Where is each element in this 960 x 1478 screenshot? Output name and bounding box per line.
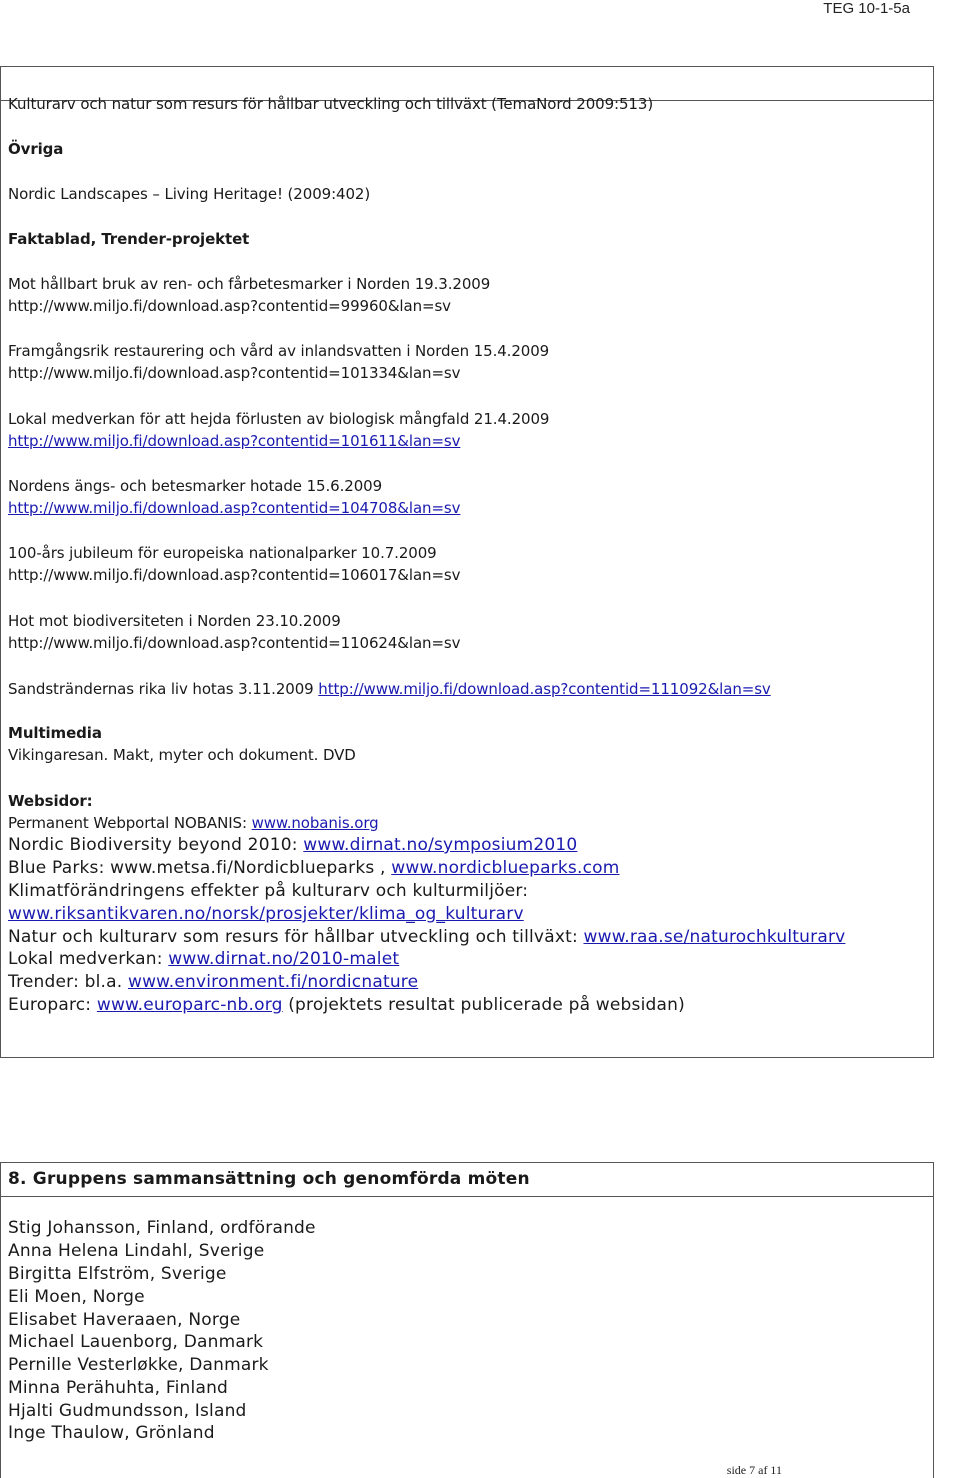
website-row xyxy=(8,995,685,1015)
member-item: Stig Johansson, Finland, ordförande xyxy=(8,1218,316,1238)
factsheet-link[interactable]: http://www.miljo.fi/download.asp?contentid=101611&lan=sv xyxy=(8,432,461,450)
group-heading: 8. Gruppens sammansättning och genomförda möten xyxy=(8,1169,530,1189)
member-item: Anna Helena Lindahl, Sverige xyxy=(8,1241,265,1261)
factsheet-title: Hot mot biodiversiteten i Norden 23.10.2009 xyxy=(8,612,341,630)
member-item: Pernille Vesterløkke, Danmark xyxy=(8,1355,269,1375)
factsheet-title: Lokal medverkan för att hejda förlusten av biologisk mångfald 21.4.2009 xyxy=(8,410,550,428)
member-item: Birgitta Elfström, Sverige xyxy=(8,1264,227,1284)
member-item: Hjalti Gudmundsson, Island xyxy=(8,1401,247,1421)
website-row xyxy=(8,813,379,833)
factsheet-title: 100-års jubileum för europeiska nationalparker 10.7.2009 xyxy=(8,544,437,562)
factsheet-url: http://www.miljo.fi/download.asp?contentid=101334&lan=sv xyxy=(8,364,461,382)
websidor-heading: Websidor: xyxy=(8,792,93,810)
website-link[interactable]: www.riksantikvaren.no/norsk/prosjekter/klima_og_kulturarv xyxy=(8,904,524,924)
website-link[interactable]: www.nobanis.org xyxy=(251,814,379,832)
website-link[interactable]: www.dirnat.no/2010-malet xyxy=(168,949,400,969)
website-note: (projektets resultat publicerade på websidan) xyxy=(288,995,685,1015)
member-item: Michael Lauenborg, Danmark xyxy=(8,1332,264,1352)
page-number: side 7 af 11 xyxy=(726,1463,782,1477)
website-row xyxy=(8,949,399,969)
website-row xyxy=(8,858,620,878)
factsheet-row xyxy=(8,679,771,699)
nordic-landscapes-reference: Nordic Landscapes – Living Heritage! (2009:402) xyxy=(8,185,371,203)
website-row xyxy=(8,927,845,947)
website-label: Trender: bl.a. xyxy=(8,972,123,992)
website-label: Europarc: xyxy=(8,995,92,1015)
multimedia-text: Vikingaresan. Makt, myter och dokument. DVD xyxy=(8,746,356,764)
website-row xyxy=(8,835,577,855)
member-item: Inge Thaulow, Grönland xyxy=(8,1423,215,1443)
website-label: Blue Parks: www.metsa.fi/Nordicblueparks , xyxy=(8,858,386,878)
group-box xyxy=(0,1162,934,1478)
document-reference: TEG 10-1-5a xyxy=(823,0,910,17)
website-label: Natur och kulturarv som resurs för hållbar utveckling och tillväxt: xyxy=(8,927,578,947)
member-item: Eli Moen, Norge xyxy=(8,1287,145,1307)
website-label: Permanent Webportal NOBANIS: xyxy=(8,814,247,832)
faktablad-heading: Faktablad, Trender-projektet xyxy=(8,230,250,248)
factsheet-title: Sandsträndernas rika liv hotas 3.11.2009 xyxy=(8,680,314,698)
member-item: Minna Perähuhta, Finland xyxy=(8,1378,229,1398)
references-box xyxy=(0,66,934,1058)
factsheet-title: Nordens ängs- och betesmarker hotade 15.6.2009 xyxy=(8,477,383,495)
factsheet-title: Mot hållbart bruk av ren- och fårbetesmarker i Norden 19.3.2009 xyxy=(8,275,491,293)
website-label: Klimatförändringens effekter på kulturarv och kulturmiljöer: xyxy=(8,881,529,901)
website-link[interactable]: www.environment.fi/nordicnature xyxy=(127,972,419,992)
factsheet-url: http://www.miljo.fi/download.asp?contentid=99960&lan=sv xyxy=(8,297,451,315)
website-link[interactable]: www.dirnat.no/symposium2010 xyxy=(303,835,578,855)
member-item: Elisabet Haveraaen, Norge xyxy=(8,1310,241,1330)
website-link[interactable]: www.raa.se/naturochkulturarv xyxy=(583,927,846,947)
website-link[interactable]: www.europarc-nb.org xyxy=(96,995,283,1015)
ovriga-heading: Övriga xyxy=(8,140,64,158)
multimedia-heading: Multimedia xyxy=(8,724,102,742)
factsheet-link[interactable]: http://www.miljo.fi/download.asp?contentid=111092&lan=sv xyxy=(318,680,771,698)
factsheet-url: http://www.miljo.fi/download.asp?contentid=106017&lan=sv xyxy=(8,566,461,584)
group-heading-row xyxy=(1,1163,933,1197)
factsheet-url: http://www.miljo.fi/download.asp?contentid=110624&lan=sv xyxy=(8,634,461,652)
website-row xyxy=(8,972,418,992)
factsheet-title: Framgångsrik restaurering och vård av inlandsvatten i Norden 15.4.2009 xyxy=(8,342,550,360)
website-link[interactable]: www.nordicblueparks.com xyxy=(391,858,620,878)
website-label: Nordic Biodiversity beyond 2010: xyxy=(8,835,298,855)
website-label: Lokal medverkan: xyxy=(8,949,163,969)
temanord-reference: Kulturarv och natur som resurs för hållbar utveckling och tillväxt (TemaNord 2009:513) xyxy=(8,95,654,113)
factsheet-link[interactable]: http://www.miljo.fi/download.asp?contentid=104708&lan=sv xyxy=(8,499,461,517)
